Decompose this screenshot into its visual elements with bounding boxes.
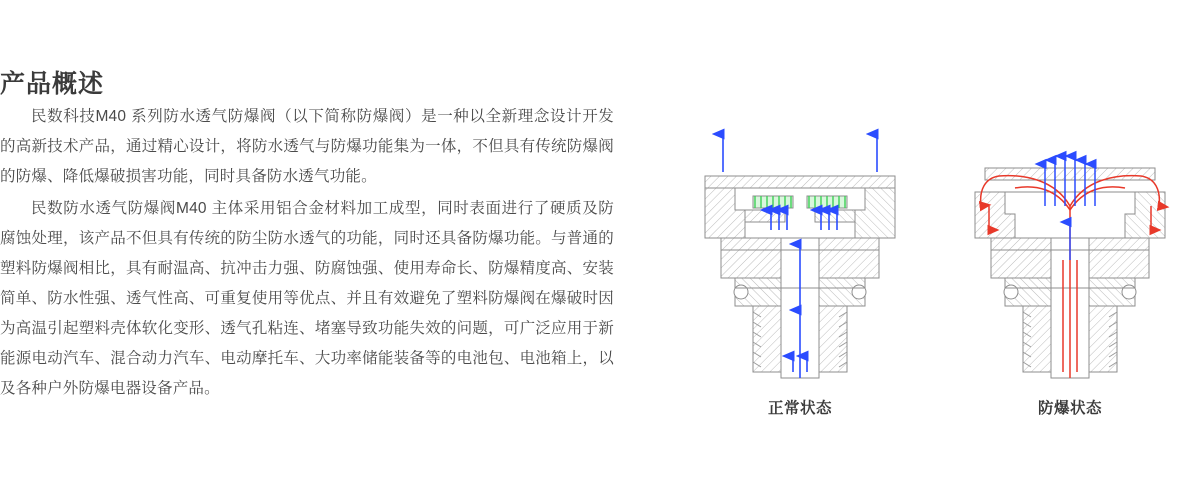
figure-group: [660, 110, 1200, 450]
figure-caption-explosionproof: 防爆状态: [1037, 400, 1102, 417]
paragraph-1: 民数科技M40 系列防水透气防爆阀（以下简称防爆阀）是一种以全新理念设计开发的高新技术产品，通过精心设计，将防水透气与防爆功能集为一体，不但具有传统防爆阀的防爆、降低爆破损害功能，同时具备防水透气功能。: [0, 108, 614, 185]
paragraph-2: 民数防水透气防爆阀M40 主体采用铝合金材料加工成型，同时表面进行了硬质及防腐蚀处理，该产品不但具有传统的防尘防水透气的功能，同时还具备防爆功能。与普通的塑料防爆阀相比，具有耐温高、抗冲击力强、防腐蚀强、使用寿命长、防爆精度高、安装简单、防水性强、透气性高、可重复使用等优点、并且有效避免了塑料防爆阀在爆破时因为高温引起塑料壳体软化变形、透气孔粘连、堵塞导致功能失效的问题，可广泛应用于新能源电动汽车、混合动力汽车、电动摩托车、大功率储能装备等的电池包、电池箱上，以及各种户外防爆电器设备产品。: [0, 200, 614, 397]
valve-cross-section-normal-icon: [675, 110, 925, 390]
valve-cross-section-explosionproof-icon: [945, 110, 1195, 390]
figure-explosionproof-state: [945, 110, 1195, 440]
overview-text-column: [0, 102, 614, 406]
figure-normal-state: [675, 110, 925, 440]
figure-caption-normal: 正常状态: [767, 400, 832, 417]
page-title: 产品概述: [0, 69, 105, 98]
